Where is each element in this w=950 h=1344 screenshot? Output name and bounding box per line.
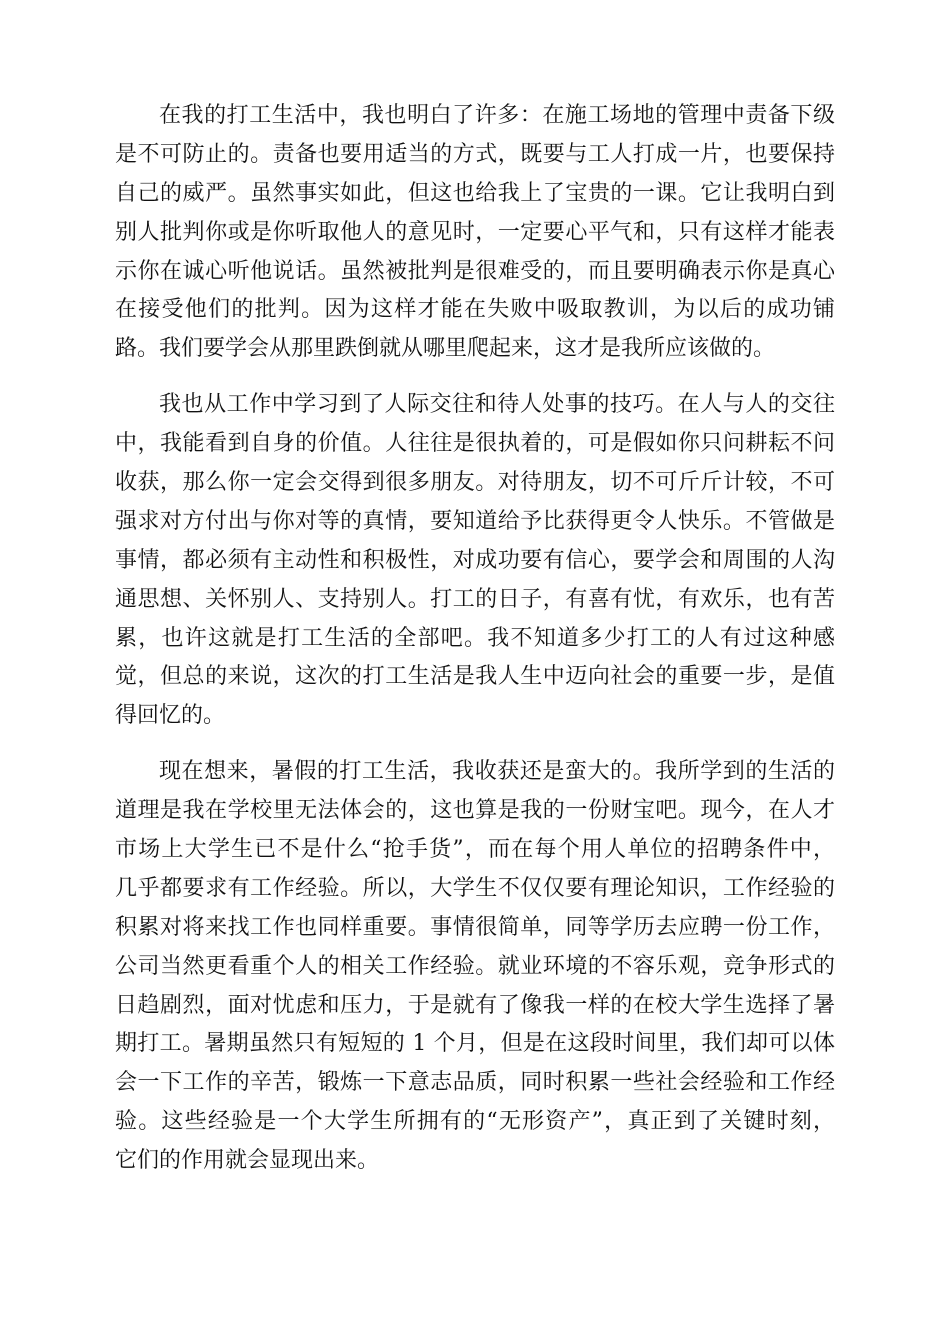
text-line: 会一下工作的辛苦，锻炼一下意志品质，同时积累一些社会经验和工作经 bbox=[115, 1070, 835, 1096]
text-line: 它们的作用就会显现出来。 bbox=[115, 1148, 380, 1174]
text-line: 事情，都必须有主动性和积极性，对成功要有信心，要学会和周围的人沟 bbox=[115, 547, 835, 573]
text-line: 我也从工作中学习到了人际交往和待人处事的技巧。在人与人的交往 bbox=[159, 392, 835, 418]
text-line: 在我的打工生活中，我也明白了许多：在施工场地的管理中责备下级 bbox=[159, 103, 835, 128]
text-line: 自己的威严。虽然事实如此，但这也给我上了宝贵的一课。它让我明白到 bbox=[115, 180, 835, 206]
paragraph-3 bbox=[115, 753, 835, 1181]
text-line: 累，也许这就是打工生活的全部吧。我不知道多少打工的人有过这种感 bbox=[115, 625, 835, 651]
text-line: 现在想来，暑假的打工生活，我收获还是蛮大的。我所学到的生活的 bbox=[159, 759, 835, 785]
text-line: 是不可防止的。责备也要用适当的方式，既要与工人打成一片，也要保持 bbox=[115, 141, 835, 167]
text-line: 通思想、关怀别人、支持别人。打工的日子，有喜有忧，有欢乐，也有苦 bbox=[115, 586, 835, 612]
text-line: 道理是我在学校里无法体会的，这也算是我的一份财宝吧。现今，在人才 bbox=[115, 798, 835, 824]
text-line: 强求对方付出与你对等的真情，要知道给予比获得更令人快乐。不管做是 bbox=[115, 508, 835, 534]
text-line: 示你在诚心听他说话。虽然被批判是很难受的，而且要明确表示你是真心 bbox=[115, 258, 835, 284]
text-line: 验。这些经验是一个大学生所拥有的“无形资产”，真正到了关键时刻， bbox=[115, 1109, 835, 1135]
text-line: 公司当然更看重个人的相关工作经验。就业环境的不容乐观，竞争形式的 bbox=[115, 953, 835, 979]
text-line: 期打工。暑期虽然只有短短的 1 个月，但是在这段时间里，我们却可以体 bbox=[115, 1031, 835, 1057]
text-line: 别人批判你或是你听取他人的意见时，一定要心平气和，只有这样才能表 bbox=[115, 219, 835, 245]
text-line: 市场上大学生已不是什么“抢手货”，而在每个用人单位的招聘条件中， bbox=[115, 837, 835, 863]
text-line: 中，我能看到自身的价值。人往往是很执着的，可是假如你只问耕耘不问 bbox=[115, 431, 835, 457]
text-line: 觉，但总的来说，这次的打工生活是我人生中迈向社会的重要一步，是值 bbox=[115, 664, 835, 690]
text-line: 几乎都要求有工作经验。所以，大学生不仅仅要有理论知识，工作经验的 bbox=[115, 875, 835, 901]
paragraph-1 bbox=[115, 97, 835, 369]
text-line: 得回忆的。 bbox=[115, 703, 226, 729]
text-line: 在接受他们的批判。因为这样才能在失败中吸取教训，为以后的成功铺 bbox=[115, 297, 835, 323]
paragraph-2 bbox=[115, 386, 835, 736]
text-line: 收获，那么你一定会交得到很多朋友。对待朋友，切不可斤斤计较，不可 bbox=[115, 470, 835, 496]
text-line: 日趋剧烈，面对忧虑和压力，于是就有了像我一样的在校大学生选择了暑 bbox=[115, 992, 835, 1018]
document-page bbox=[115, 97, 835, 1198]
text-line: 积累对将来找工作也同样重要。事情很简单，同等学历去应聘一份工作， bbox=[115, 914, 835, 940]
text-line: 路。我们要学会从那里跌倒就从哪里爬起来，这才是我所应该做的。 bbox=[115, 336, 776, 362]
